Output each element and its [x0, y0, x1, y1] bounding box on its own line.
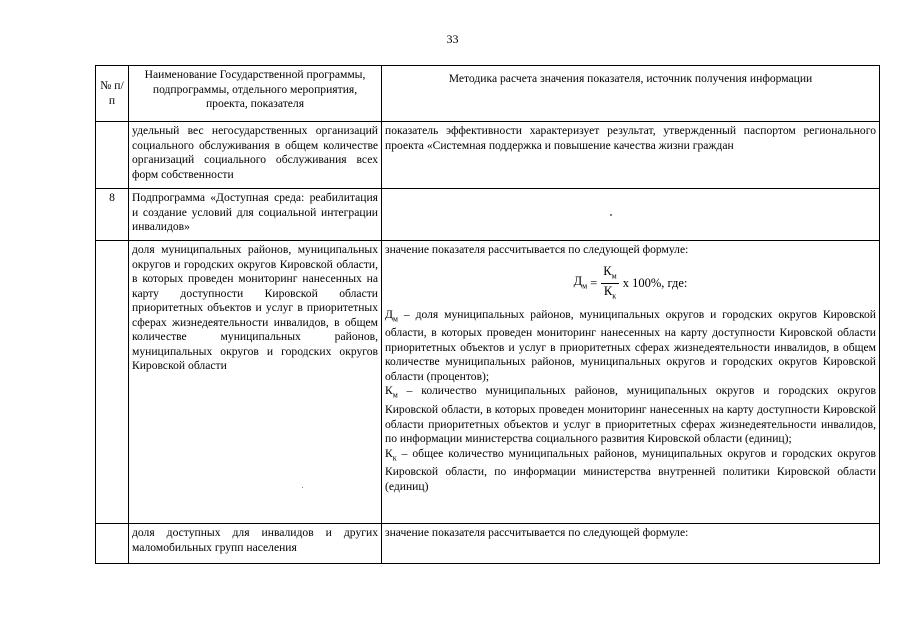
row-indicator-name: доля муниципальных районов, муниципальных округов и городских округов Кировской области, в которых проведен мониторинг нанесенных на карту доступности Кировской области приоритетных объектов и услуг в приоритетных сферах жизнедеятельности инвалидов, в общем количестве муниципальных районов, муниципальных округов и городских округов Кировской области	[129, 241, 382, 524]
definition-dm: $Д_м$ – доля муниципальных районов, муниципальных округов и городских округов Кировской области, в которых проведен мониторинг нанесенных на карту доступности Кировской области приоритетных объектов и услуг в приоритетных сферах жизнедеятельности инвалидов, в общем количестве муниципальных районов, муниципальных округов и городских округов Кировской области (процентов);	[385, 307, 876, 383]
row-num	[96, 524, 129, 564]
table-row-subprogram	[96, 189, 880, 241]
definition-km: $К_м$ – количество муниципальных районов, муниципальных округов и городских округов Кировской области, в которых проведен мониторинг нанесенных на карту доступности Кировской области приоритетных объектов и услуг в приоритетных сферах жизнедеятельности инвалидов, по информации министерства социального развития Кировской области (единиц);	[385, 384, 876, 446]
header-num: № п/п	[96, 66, 129, 122]
formula-lhs: $Д_м$	[573, 273, 588, 290]
table-row	[96, 524, 880, 564]
method-intro: значение показателя рассчитывается по следующей формуле:	[385, 243, 689, 256]
row-indicator-name: удельный вес негосударственных организаций социального обслуживания в общем количестве организаций социального обслуживания всех форм собственности	[129, 122, 382, 189]
indicator-table	[95, 65, 880, 564]
row-num: 8	[96, 189, 129, 241]
table-header-row	[96, 66, 880, 122]
header-name: Наименование Государственной программы, подпрограммы, отдельного мероприятия, проекта, показателя	[129, 66, 382, 122]
formula-fraction	[601, 264, 618, 304]
header-method: Методика расчета значения показателя, источник получения информации	[382, 66, 880, 122]
row-method: показатель эффективности характеризует результат, утвержденный паспортом регионального проекта «Системная поддержка и повышение качества жизни граждан	[382, 122, 880, 189]
row-indicator-name: доля доступных для инвалидов и других маломобильных групп населения	[129, 524, 382, 564]
formula-eq: =	[590, 276, 598, 291]
formula	[385, 262, 876, 306]
table-row	[96, 122, 880, 189]
fraction-denominator: $К_к$	[603, 284, 617, 301]
row-method: значение показателя рассчитывается по следующей формуле:	[382, 524, 880, 564]
row-subprogram-name: Подпрограмма «Доступная среда: реабилитация и создание условий для социальной интеграции инвалидов»	[129, 189, 382, 241]
row-num	[96, 241, 129, 524]
formula-tail: х 100%, где:	[622, 276, 688, 291]
definition-kk: $К_к$ – общее количество муниципальных районов, муниципальных округов и городских округов Кировской области, по информации министерства внутренней политики Кировской области (единиц)	[385, 446, 876, 493]
fraction-numerator: $К_м$	[601, 264, 618, 285]
scan-speck	[302, 487, 303, 488]
row-num	[96, 122, 129, 189]
table-row	[96, 241, 880, 524]
page-number: 33	[446, 32, 459, 46]
row-method	[382, 189, 880, 241]
row-method	[382, 241, 880, 524]
scan-speck	[610, 214, 612, 216]
